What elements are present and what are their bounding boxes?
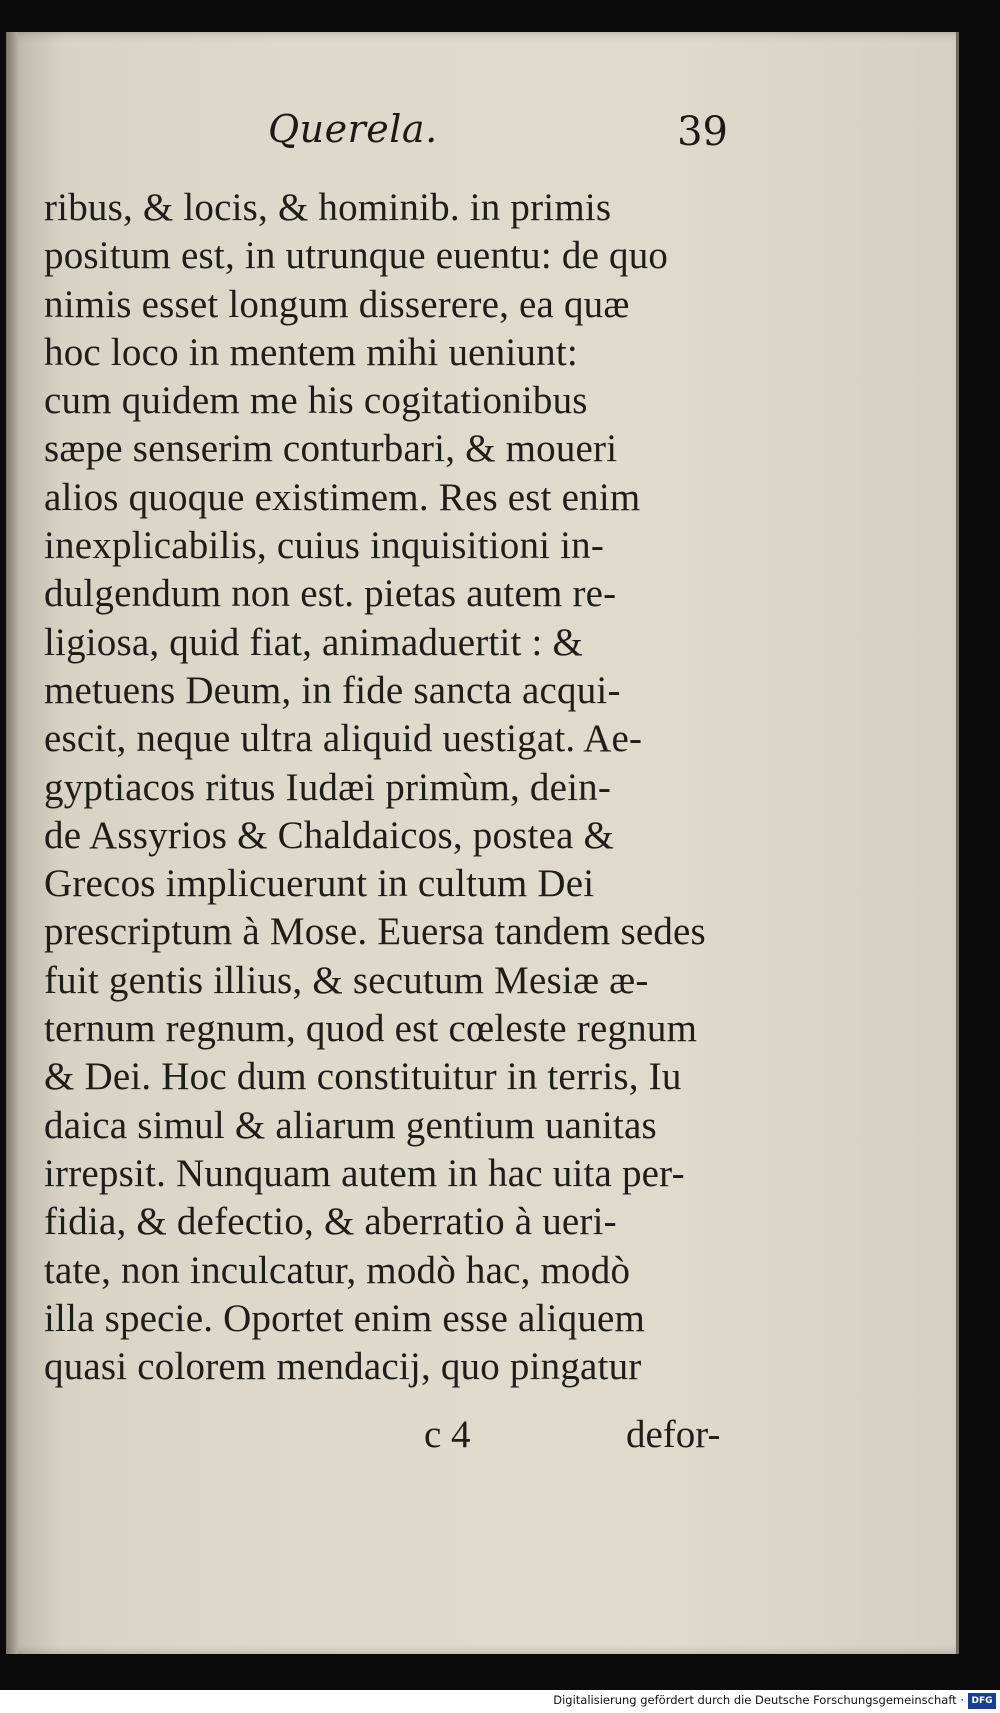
text-line: illa specie. Oportet enim esse aliquem (44, 1296, 646, 1340)
text-line: irrepsit. Nunquam autem in hac uita per- (44, 1151, 685, 1195)
text-line: fidia, & defectio, & aberratio à ueri- (44, 1200, 617, 1244)
dfg-logo: DFG (968, 1693, 996, 1709)
text-line: fuit gentis illius, & secutum Mesiæ æ- (44, 958, 649, 1002)
funding-credit: Digitalisierung gefördert durch die Deutsche Forschungsgemeinschaft · (553, 1693, 964, 1707)
text-line: ternum regnum, quod est cœleste regnum (44, 1007, 698, 1051)
running-head-title: Querela. (268, 107, 438, 151)
signature-line (44, 1412, 734, 1462)
text-line: de Assyrios & Chaldaicos, postea & (44, 813, 615, 857)
text-line: sæpe senserim conturbari, & moueri (44, 427, 618, 471)
text-line: ligiosa, quid fiat, animaduertit : & (44, 620, 584, 664)
text-line: tate, non inculcatur, modò hac, modò (44, 1248, 631, 1292)
text-line: escit, neque ultra aliquid uestigat. Ae- (44, 717, 643, 761)
signature-mark: c 4 (424, 1413, 471, 1456)
catchword: defor- (626, 1413, 721, 1456)
book-page (6, 32, 959, 1654)
text-line: alios quoque existimem. Res est enim (44, 475, 641, 519)
text-line: positum est, in utrunque euentu: de quo (44, 234, 669, 278)
text-line: ribus, & locis, & hominib. in primis (44, 186, 612, 229)
text-line: Grecos implicuerunt in cultum Dei (44, 862, 595, 906)
text-line: cum quidem me his cogitationibus (44, 379, 588, 423)
text-line: hoc loco in mentem mihi ueniunt: (44, 330, 578, 374)
text-line: dulgendum non est. pietas autem re- (44, 572, 617, 616)
page-number: 39 (677, 109, 728, 155)
text-line: quasi colorem mendacij, quo pingatur (44, 1345, 642, 1389)
running-head (268, 107, 728, 187)
body-text (44, 184, 724, 1391)
text-line: & Dei. Hoc dum constituitur in terris, Iu (44, 1055, 682, 1099)
text-line: gyptiacos ritus Iudæi primùm, dein- (44, 765, 612, 809)
text-line: inexplicabilis, cuius inquisitioni in- (44, 524, 605, 568)
page-gutter-shadow (6, 32, 18, 1654)
text-line: metuens Deum, in fide sancta acqui- (44, 668, 621, 712)
digitization-footer (0, 1690, 1000, 1713)
text-line: nimis esset longum disserere, ea quæ (44, 282, 630, 326)
text-line: daica simul & aliarum gentium uanitas (44, 1103, 657, 1147)
text-line: prescriptum à Mose. Euersa tandem sedes (44, 910, 706, 954)
